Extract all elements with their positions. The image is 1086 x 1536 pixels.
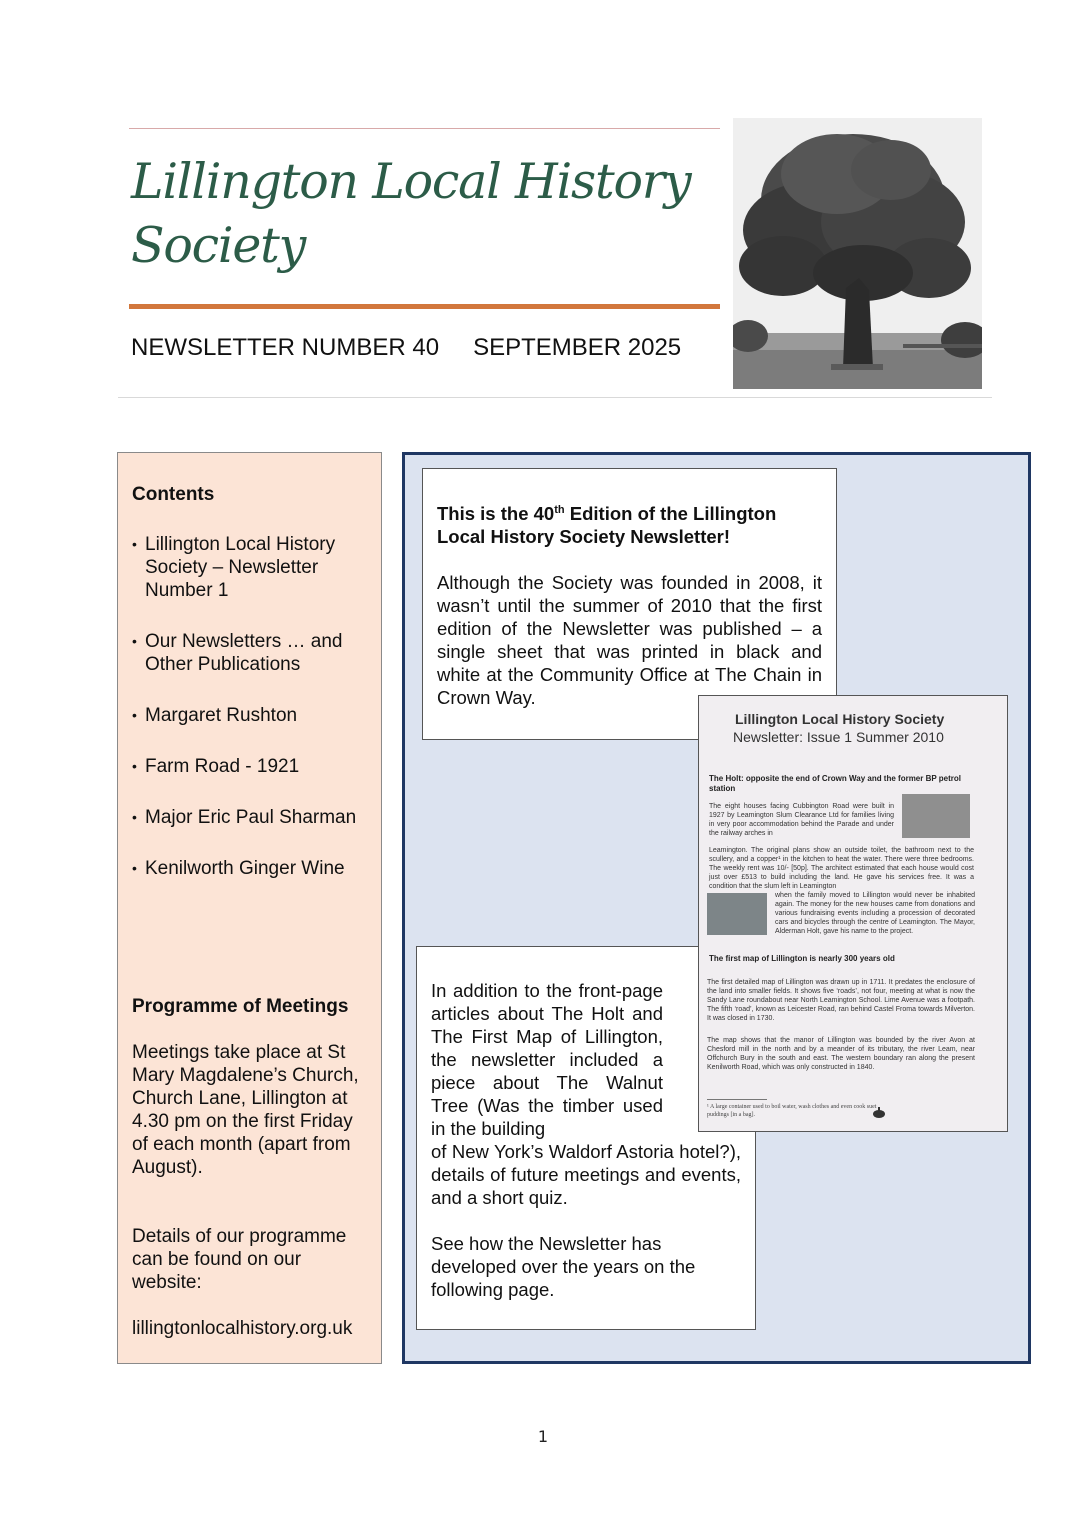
contents-item: • Farm Road - 1921 (132, 755, 377, 778)
pudding-icon (871, 1106, 887, 1118)
contents-list (132, 533, 377, 908)
meetings-heading: Programme of Meetings (132, 996, 349, 1017)
issue-1-footnote: ¹ A large container used to boil water, wash clothes and even cook suet puddings [in a bag]. (707, 1104, 877, 1118)
contents-item: • Our Newsletters … and Other Publications (132, 630, 377, 676)
footnote-rule (707, 1099, 767, 1100)
holt-paragraph-1: The eight houses facing Cubbington Road were built in 1927 by Leamington Slum Clearance Ltd for families living in very poor accommodation behind the Parade and under the railway arches in (709, 803, 894, 837)
society-title (131, 150, 721, 278)
contents-heading: Contents (132, 484, 215, 505)
title-line-2: Society (131, 217, 306, 274)
header-bottom-rule (118, 397, 992, 398)
walnut-tree-photo (733, 118, 982, 389)
issue-line (131, 334, 681, 362)
addition-text-narrow: In addition to the front-page articles about The Holt and The First Map of Lillington, the newsletter included a piece about The Walnut Tree (Was the timber used in the building (431, 980, 663, 1139)
header-top-rule (129, 128, 720, 129)
newsletter-date: SEPTEMBER 2025 (473, 334, 682, 361)
holt-heading: The Holt: opposite the end of Crown Way and the former BP petrol station (709, 774, 962, 793)
map-paragraph-1: The first detailed map of Lillington was drawn up in 1711. It predates the enclosure of the land into smaller fields. It shows five ‘roads’, not four, meeting at what is now the Sandy Lane roundabout near North Leamington School. Lime Avenue was a footpath. The fifth ‘road’, known as Leicester Road, ran behind Castel Froma towards Milverton. It was closed in 1730. (707, 979, 975, 1022)
see-how-text: See how the Newsletter has developed over the years on the following page. (431, 1233, 696, 1300)
issue-1-subtitle: Newsletter: Issue 1 Summer 2010 (733, 729, 944, 745)
holt-paragraph-2: Leamington. The original plans show an outside toilet, the bathroom next to the scullery, and a copper¹ in the kitchen to heat the water. There were three bedrooms. The weekly rent was 10/- [50p]. The architect estimated that each house would cost just over £513 to build including the land. He gave his services free. It was a condition that the slum left in Leamington (709, 847, 974, 890)
title-line-1: Lillington Local History (131, 153, 691, 210)
website-link[interactable]: lillingtonlocalhistory.org.uk (132, 1318, 353, 1339)
contents-item: • Lillington Local History Society – Newsletter Number 1 (132, 533, 377, 602)
contents-sidebar (117, 452, 382, 1364)
issue-1-reproduction (698, 695, 1008, 1132)
addition-text-wide: of New York’s Waldorf Astoria hotel?), details of future meetings and events, and a short quiz. (431, 1141, 741, 1208)
page-number: 1 (537, 1427, 549, 1446)
programme-text: Details of our programme can be found on our website: (132, 1226, 347, 1293)
contents-item: • Major Eric Paul Sharman (132, 806, 377, 829)
feature-lead-part-2: Edition of the Lillington Local History Society Newsletter! (437, 503, 777, 548)
contents-item: • Margaret Rushton (132, 704, 377, 727)
issue-1-title: Lillington Local History Society (735, 711, 945, 727)
header-orange-rule (129, 304, 720, 309)
feature-lead-part-1: This is the 40 (437, 503, 555, 525)
newsletter-number: NEWSLETTER NUMBER 40 (131, 334, 440, 361)
feature-lead-superscript: th (554, 504, 565, 516)
contents-item: • Kenilworth Ginger Wine (132, 857, 377, 880)
houses-photo (902, 794, 970, 838)
feature-intro-text: Although the Society was founded in 2008, it wasn’t until the summer of 2010 that the first edition of the Newsletter was published – a single sheet that was printed in black and white at the Community Office at The Chain in Crown Way. (437, 572, 822, 709)
map-heading: The first map of Lillington is nearly 300 years old (709, 954, 895, 963)
holt-paragraph-3: when the family moved to Lillington would never be inhabited again. The money for the new houses came from donations and various fundraising events including a procession of decorated cars and bicycles through the centre of Leamington. The Mayor, Alderman Holt, gave his name to the project. (775, 892, 975, 935)
street-photo (707, 893, 767, 935)
feature-lead (437, 499, 822, 548)
map-paragraph-2: The map shows that the manor of Lillington was bounded by the river Avon at Chesford mill in the north and by a meander of its tributary, the river Leam, near Offchurch Bury in the south and east. The western boundary ran along the present Kenilworth Road, which was only constructed in 1840. (707, 1037, 975, 1071)
meetings-text: Meetings take place at St Mary Magdalene’s Church, Church Lane, Lillington at 4.30 pm on the first Friday of each month (apart from August). (132, 1042, 359, 1178)
